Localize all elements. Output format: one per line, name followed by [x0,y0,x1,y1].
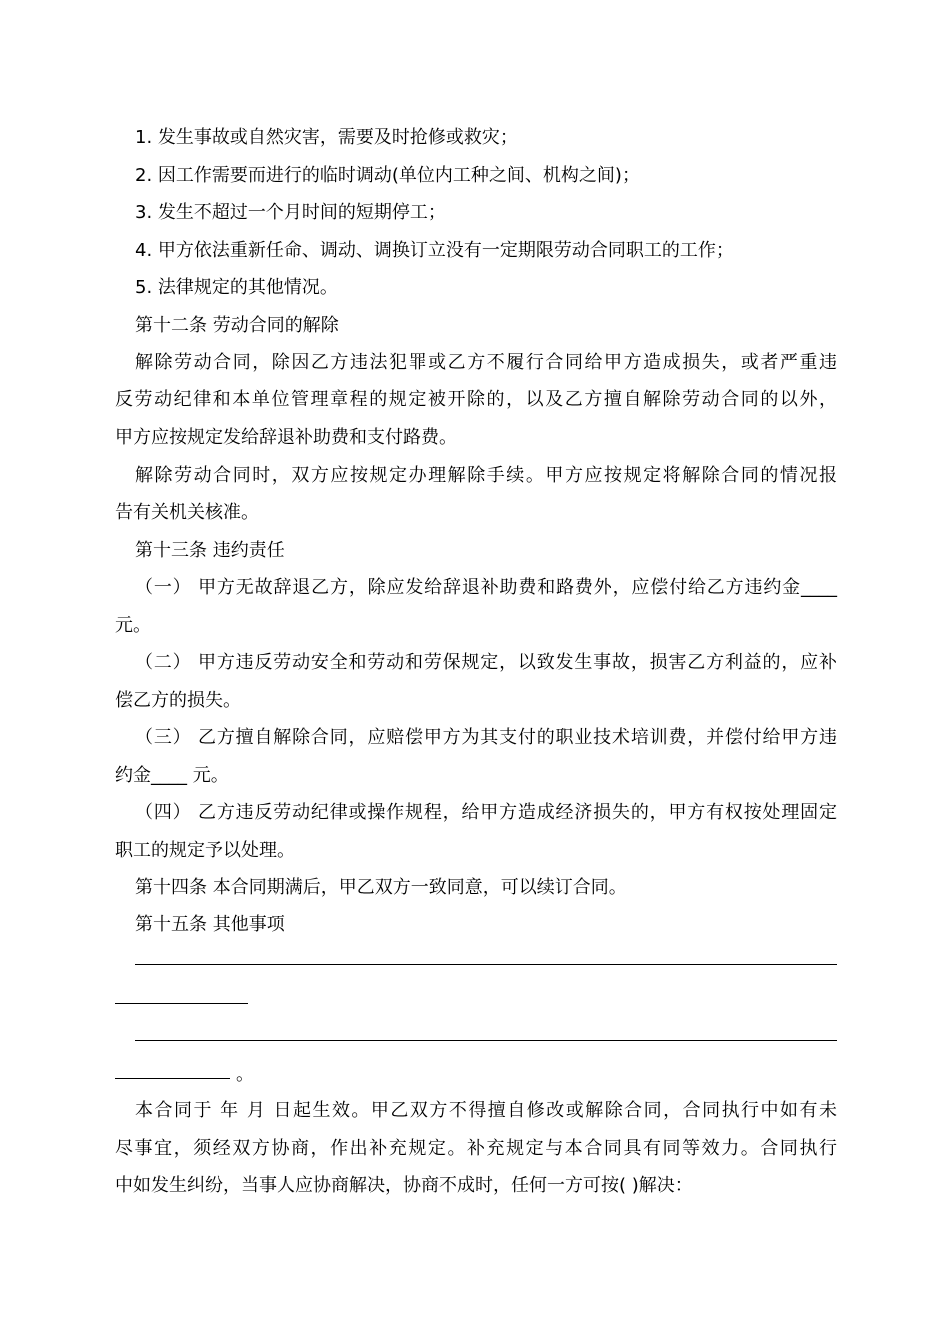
closing-line: 尽事宜，须经双方协商，作出补充规定。补充规定与本合同具有同等效力。合同执行 [115,1138,837,1159]
article-heading: 第十二条 劳动合同的解除 [135,315,339,336]
list-item: 1. 发生事故或自然灾害，需要及时抢修或救灾； [135,127,518,148]
paragraph-line: 解除劳动合同时，双方应按规定办理解除手续。甲方应按规定将解除合同的情况报 [135,465,837,486]
list-item: 3. 发生不超过一个月时间的短期停工； [135,202,446,223]
paragraph-line: 解除劳动合同，除因乙方违法犯罪或乙方不履行合同给甲方造成损失，或者严重违 [135,352,837,373]
clause-line: （三） 乙方擅自解除合同，应赔偿甲方为其支付的职业技术培训费，并偿付给甲方违 [135,727,837,748]
paragraph-line: 甲方应按规定发给辞退补助费和支付路费。 [115,427,457,448]
clause-line: （四） 乙方违反劳动纪律或操作规程，给甲方造成经济损失的，甲方有权按处理固定 [135,802,837,823]
clause-line: 偿乙方的损失。 [115,690,241,711]
fill-in-line [135,964,837,965]
clause-line: （二） 甲方违反劳动安全和劳动和劳保规定，以致发生事故，损害乙方利益的，应补 [135,652,837,673]
clause-line: 约金____ 元。 [115,765,229,786]
clause-line: 职工的规定予以处理。 [115,840,295,861]
article-heading: 第十五条 其他事项 [135,914,285,935]
list-item: 2. 因工作需要而进行的临时调动(单位内工种之间、机构之间)； [135,165,640,186]
list-item: 5. 法律规定的其他情况。 [135,277,338,298]
clause-line: （一） 甲方无故辞退乙方，除应发给辞退补助费和路费外，应偿付给乙方违约金____ [135,577,837,598]
fill-in-line [115,1078,230,1079]
paragraph-line: 反劳动纪律和本单位管理章程的规定被开除的，以及乙方擅自解除劳动合同的以外， [115,389,837,410]
article-heading: 第十四条 本合同期满后，甲乙双方一致同意，可以续订合同。 [135,877,627,898]
fill-in-line [115,1003,248,1004]
article-heading: 第十三条 违约责任 [135,540,285,561]
fill-in-line [135,1040,837,1041]
closing-line: 中如发生纠纷，当事人应协商解决，协商不成时，任何一方可按( )解决： [115,1175,693,1196]
end-mark: 。 [236,1064,254,1085]
closing-line: 本合同于 年 月 日起生效。甲乙双方不得擅自修改或解除合同，合同执行中如有未 [135,1100,837,1121]
clause-line: 元。 [115,615,151,636]
list-item: 4. 甲方依法重新任命、调动、调换订立没有一定期限劳动合同职工的工作； [135,240,734,261]
paragraph-line: 告有关机关核准。 [115,502,259,523]
